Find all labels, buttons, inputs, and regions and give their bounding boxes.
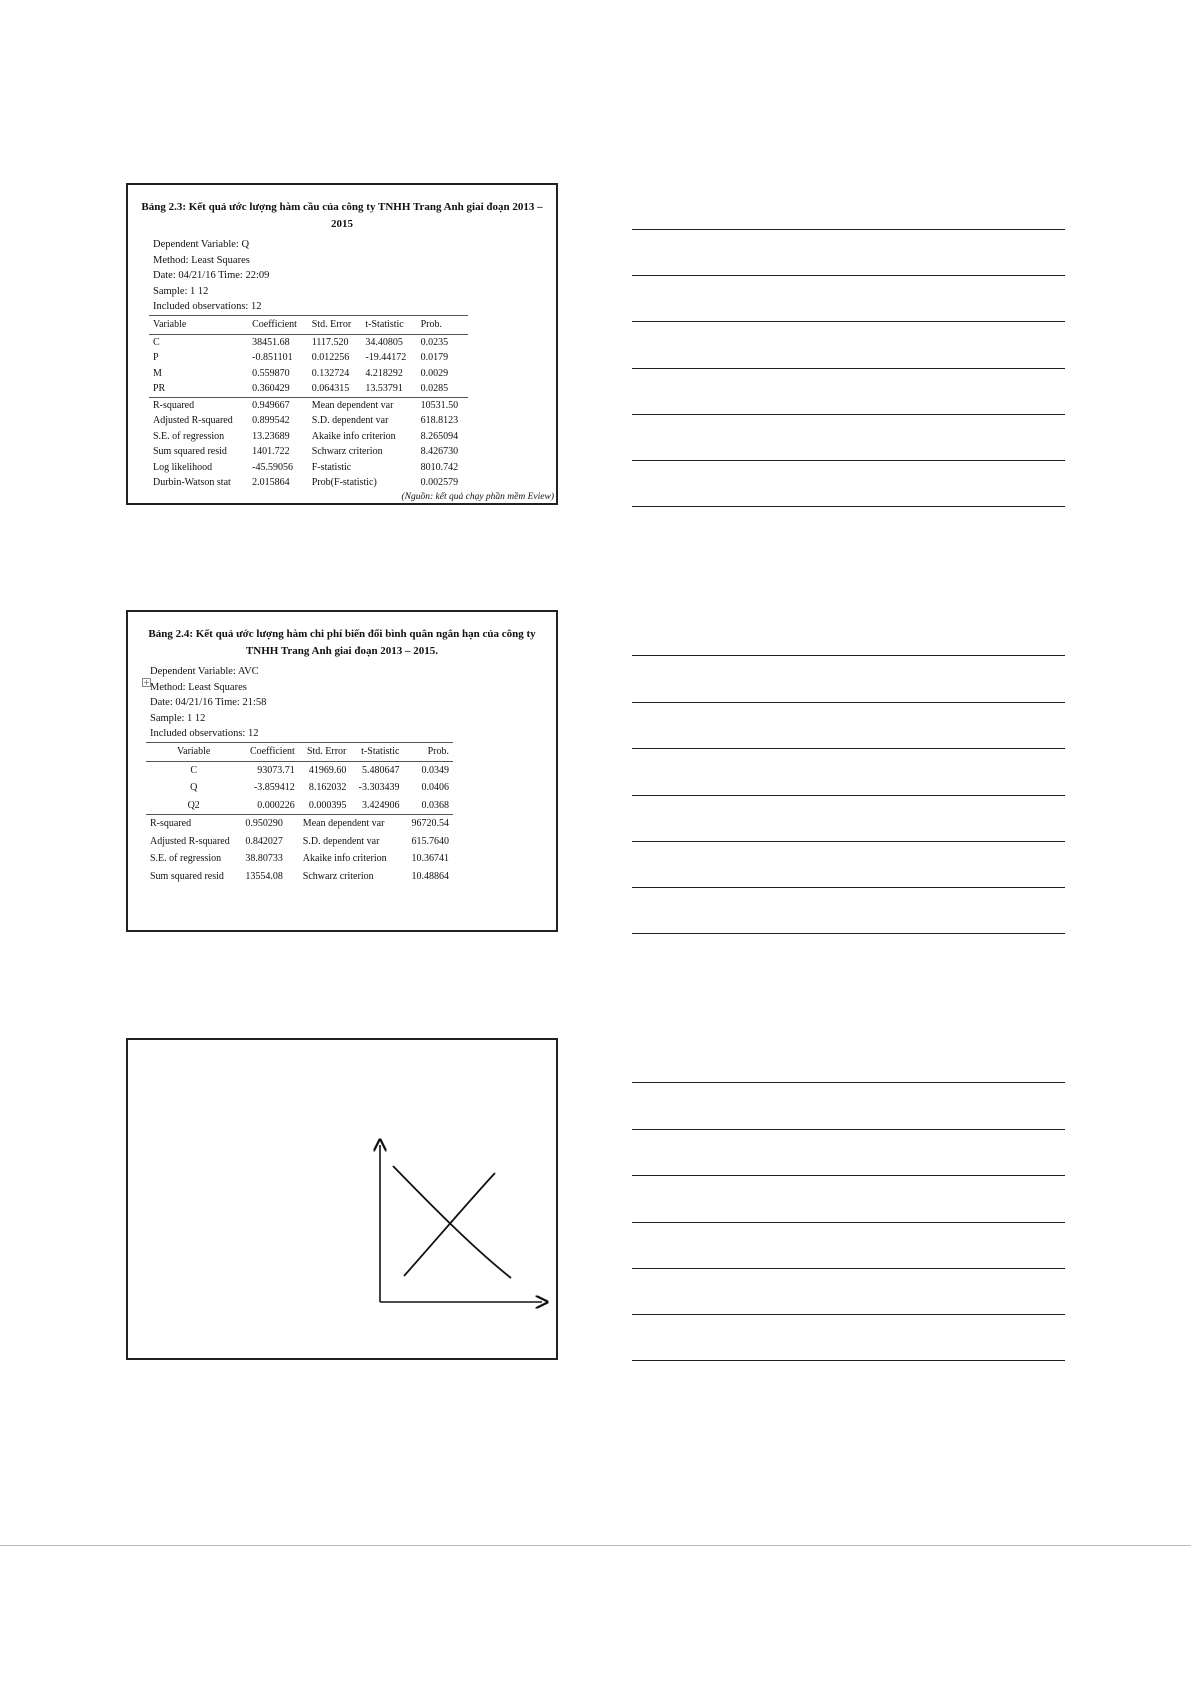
table-cell: 0.064315 <box>311 383 350 395</box>
table-row <box>146 779 453 797</box>
stat-value: 10531.50 <box>417 397 468 413</box>
note-line <box>632 655 1065 656</box>
note-line <box>632 887 1065 888</box>
table-cell: Q <box>190 782 198 794</box>
stat-value: 13.23689 <box>252 430 290 442</box>
stat-label: Akaike info criterion <box>311 430 396 442</box>
table-row <box>149 460 468 476</box>
table-row <box>149 334 468 350</box>
header-cell: Variable <box>146 742 241 761</box>
meta-observations: Included observations: 12 <box>150 728 259 739</box>
note-line <box>632 506 1065 507</box>
note-line <box>632 748 1065 749</box>
note-line <box>632 229 1065 230</box>
table-cell: 0.000226 <box>257 799 295 811</box>
stat-value: 618.8123 <box>420 415 459 427</box>
table-row <box>146 797 453 815</box>
table-row <box>149 381 468 397</box>
header-cell: t-Statistic <box>361 315 416 334</box>
regression-table <box>149 315 468 491</box>
stat-label: Durbin-Watson stat <box>153 477 231 489</box>
note-line <box>632 1314 1065 1315</box>
stat-label: Mean dependent var <box>299 815 404 833</box>
note-line <box>632 321 1065 322</box>
table-cell: 5.480647 <box>362 764 400 776</box>
table-cell: -19.44172 <box>365 352 407 364</box>
meta-observations: Included observations: 12 <box>153 301 262 312</box>
note-line <box>632 414 1065 415</box>
table-cell: C <box>153 336 160 348</box>
note-line <box>632 702 1065 703</box>
table-cell: PR <box>153 383 166 395</box>
stat-value: 10.48864 <box>411 870 449 882</box>
table-cell: 0.0406 <box>421 782 449 794</box>
table-row <box>149 366 468 382</box>
table-row <box>146 833 453 851</box>
stat-value: 0.842027 <box>245 835 283 847</box>
note-line <box>632 1129 1065 1130</box>
stat-value: 8.265094 <box>420 430 459 442</box>
table-cell: P <box>153 352 159 364</box>
table-cell: 1117.520 <box>311 336 349 348</box>
table-cell: 0.0349 <box>421 764 449 776</box>
table-row <box>149 444 468 460</box>
meta-dependent-variable: Dependent Variable: Q <box>153 239 250 250</box>
header-cell: Coefficient <box>248 315 308 334</box>
table-cell: 0.559870 <box>252 367 290 379</box>
note-line <box>632 368 1065 369</box>
stat-value: 0.899542 <box>252 415 290 427</box>
note-line <box>632 841 1065 842</box>
slide-demand-regression <box>126 183 558 505</box>
header-cell: Coefficient <box>241 742 298 761</box>
stat-value: 0.002579 <box>420 477 459 489</box>
header-cell: Std. Error <box>308 315 362 334</box>
table-cell: -3.303439 <box>358 782 400 794</box>
meta-dependent-variable: Dependent Variable: AVC <box>150 666 259 677</box>
table-cell: 3.424906 <box>362 799 400 811</box>
table-cell: 13.53791 <box>365 383 403 395</box>
table-row <box>146 868 453 886</box>
table-row <box>149 350 468 366</box>
table-row <box>149 413 468 429</box>
note-line <box>632 275 1065 276</box>
table-row <box>149 475 468 491</box>
table-cell: 41969.60 <box>308 764 347 776</box>
header-cell: Prob. <box>417 315 468 334</box>
stat-label: Sum squared resid <box>150 870 224 882</box>
regression-meta <box>153 237 556 315</box>
meta-method: Method: Least Squares <box>150 681 247 693</box>
table-move-handle-icon[interactable]: + <box>143 678 150 687</box>
note-line <box>632 460 1065 461</box>
stat-value: 10.36741 <box>411 853 449 865</box>
stat-value: 38.80733 <box>245 853 283 865</box>
table-cell: C <box>190 764 198 776</box>
meta-date: Date: 04/21/16 Time: 21:58 <box>150 697 267 708</box>
table-cell: 4.218292 <box>365 367 403 379</box>
stat-value: -45.59056 <box>252 461 293 473</box>
table-header-row <box>149 315 468 334</box>
note-line <box>632 1268 1065 1269</box>
table-title: Bảng 2.4: Kết quả ước lượng hàm chi phí biến đổi bình quân ngắn hạn của công ty TNHH Trang Anh giai đoạn 2013 – 2015. <box>148 628 536 657</box>
meta-date: Date: 04/21/16 Time: 22:09 <box>153 270 270 281</box>
stat-label: Mean dependent var <box>308 397 417 413</box>
table-cell: 38451.68 <box>252 336 290 348</box>
stat-value: 0.950290 <box>241 815 298 833</box>
regression-meta <box>150 664 556 742</box>
table-row <box>149 397 468 413</box>
table-row <box>146 761 453 779</box>
stat-value: 1401.722 <box>252 446 290 458</box>
supply-curve <box>404 1173 495 1276</box>
table-cell: 0.012256 <box>311 352 350 364</box>
table-cell: 0.0368 <box>421 799 449 811</box>
stat-value: 0.949667 <box>248 397 308 413</box>
note-line <box>632 1082 1065 1083</box>
stat-label: Prob(F-statistic) <box>311 477 377 489</box>
stat-label: R-squared <box>149 397 248 413</box>
stat-label: Adjusted R-squared <box>153 415 233 427</box>
note-line <box>632 1360 1065 1361</box>
header-cell: Prob. <box>404 742 454 761</box>
stat-value: 96720.54 <box>404 815 454 833</box>
stat-value: 615.7640 <box>411 835 449 847</box>
stat-label: Log likelihood <box>153 461 213 473</box>
table-cell: 0.0285 <box>420 383 449 395</box>
stat-label: S.D. dependent var <box>311 415 389 427</box>
stat-value: 2.015864 <box>252 477 290 489</box>
note-line <box>632 1222 1065 1223</box>
meta-method: Method: Least Squares <box>153 254 250 266</box>
stat-label: Adjusted R-squared <box>150 835 230 847</box>
stat-value: 13554.08 <box>245 870 283 882</box>
stat-label: Akaike info criterion <box>302 853 387 865</box>
table-row <box>149 429 468 445</box>
meta-sample: Sample: 1 12 <box>150 712 206 724</box>
stat-value: 8010.742 <box>420 461 459 473</box>
source-note: (Nguồn: kết quả chạy phần mềm Eview) <box>401 492 554 502</box>
header-cell: Std. Error <box>299 742 351 761</box>
table-cell: 0.360429 <box>252 383 290 395</box>
table-header-row <box>146 742 453 761</box>
stat-label: R-squared <box>146 815 241 833</box>
table-cell: 93073.71 <box>257 764 295 776</box>
slide-supply-demand-sketch <box>126 1038 558 1360</box>
table-cell: -0.851101 <box>252 352 293 364</box>
table-title: Bảng 2.3: Kết quả ước lượng hàm cầu của công ty TNHH Trang Anh giai đoạn 2013 – 2015 <box>141 201 543 230</box>
table-cell: 34.40805 <box>365 336 403 348</box>
table-cell: 8.162032 <box>308 782 347 794</box>
table-row <box>146 815 453 833</box>
note-line <box>632 1175 1065 1176</box>
stat-label: Sum squared resid <box>153 446 227 458</box>
page-footer-divider <box>0 1545 1191 1546</box>
supply-demand-sketch <box>128 1040 558 1360</box>
stat-label: F-statistic <box>311 461 352 473</box>
stat-label: Schwarz criterion <box>302 870 374 882</box>
stat-label: S.D. dependent var <box>302 835 380 847</box>
header-cell: t-Statistic <box>350 742 403 761</box>
regression-table <box>146 742 453 886</box>
stat-value: 8.426730 <box>420 446 459 458</box>
table-row <box>146 850 453 868</box>
table-cell: 0.000395 <box>308 799 347 811</box>
table-cell: 0.132724 <box>311 367 350 379</box>
table-cell: Q2 <box>187 799 200 811</box>
header-cell: Variable <box>149 315 248 334</box>
table-cell: 0.0029 <box>420 367 449 379</box>
slide-avc-regression <box>126 610 558 932</box>
stat-label: S.E. of regression <box>150 853 222 865</box>
note-line <box>632 795 1065 796</box>
table-cell: 0.0179 <box>420 352 449 364</box>
note-line <box>632 933 1065 934</box>
stat-label: S.E. of regression <box>153 430 225 442</box>
table-cell: 0.0235 <box>420 336 449 348</box>
stat-label: Schwarz criterion <box>311 446 383 458</box>
table-cell: -3.859412 <box>253 782 295 794</box>
table-cell: M <box>153 367 162 379</box>
meta-sample: Sample: 1 12 <box>153 285 209 297</box>
